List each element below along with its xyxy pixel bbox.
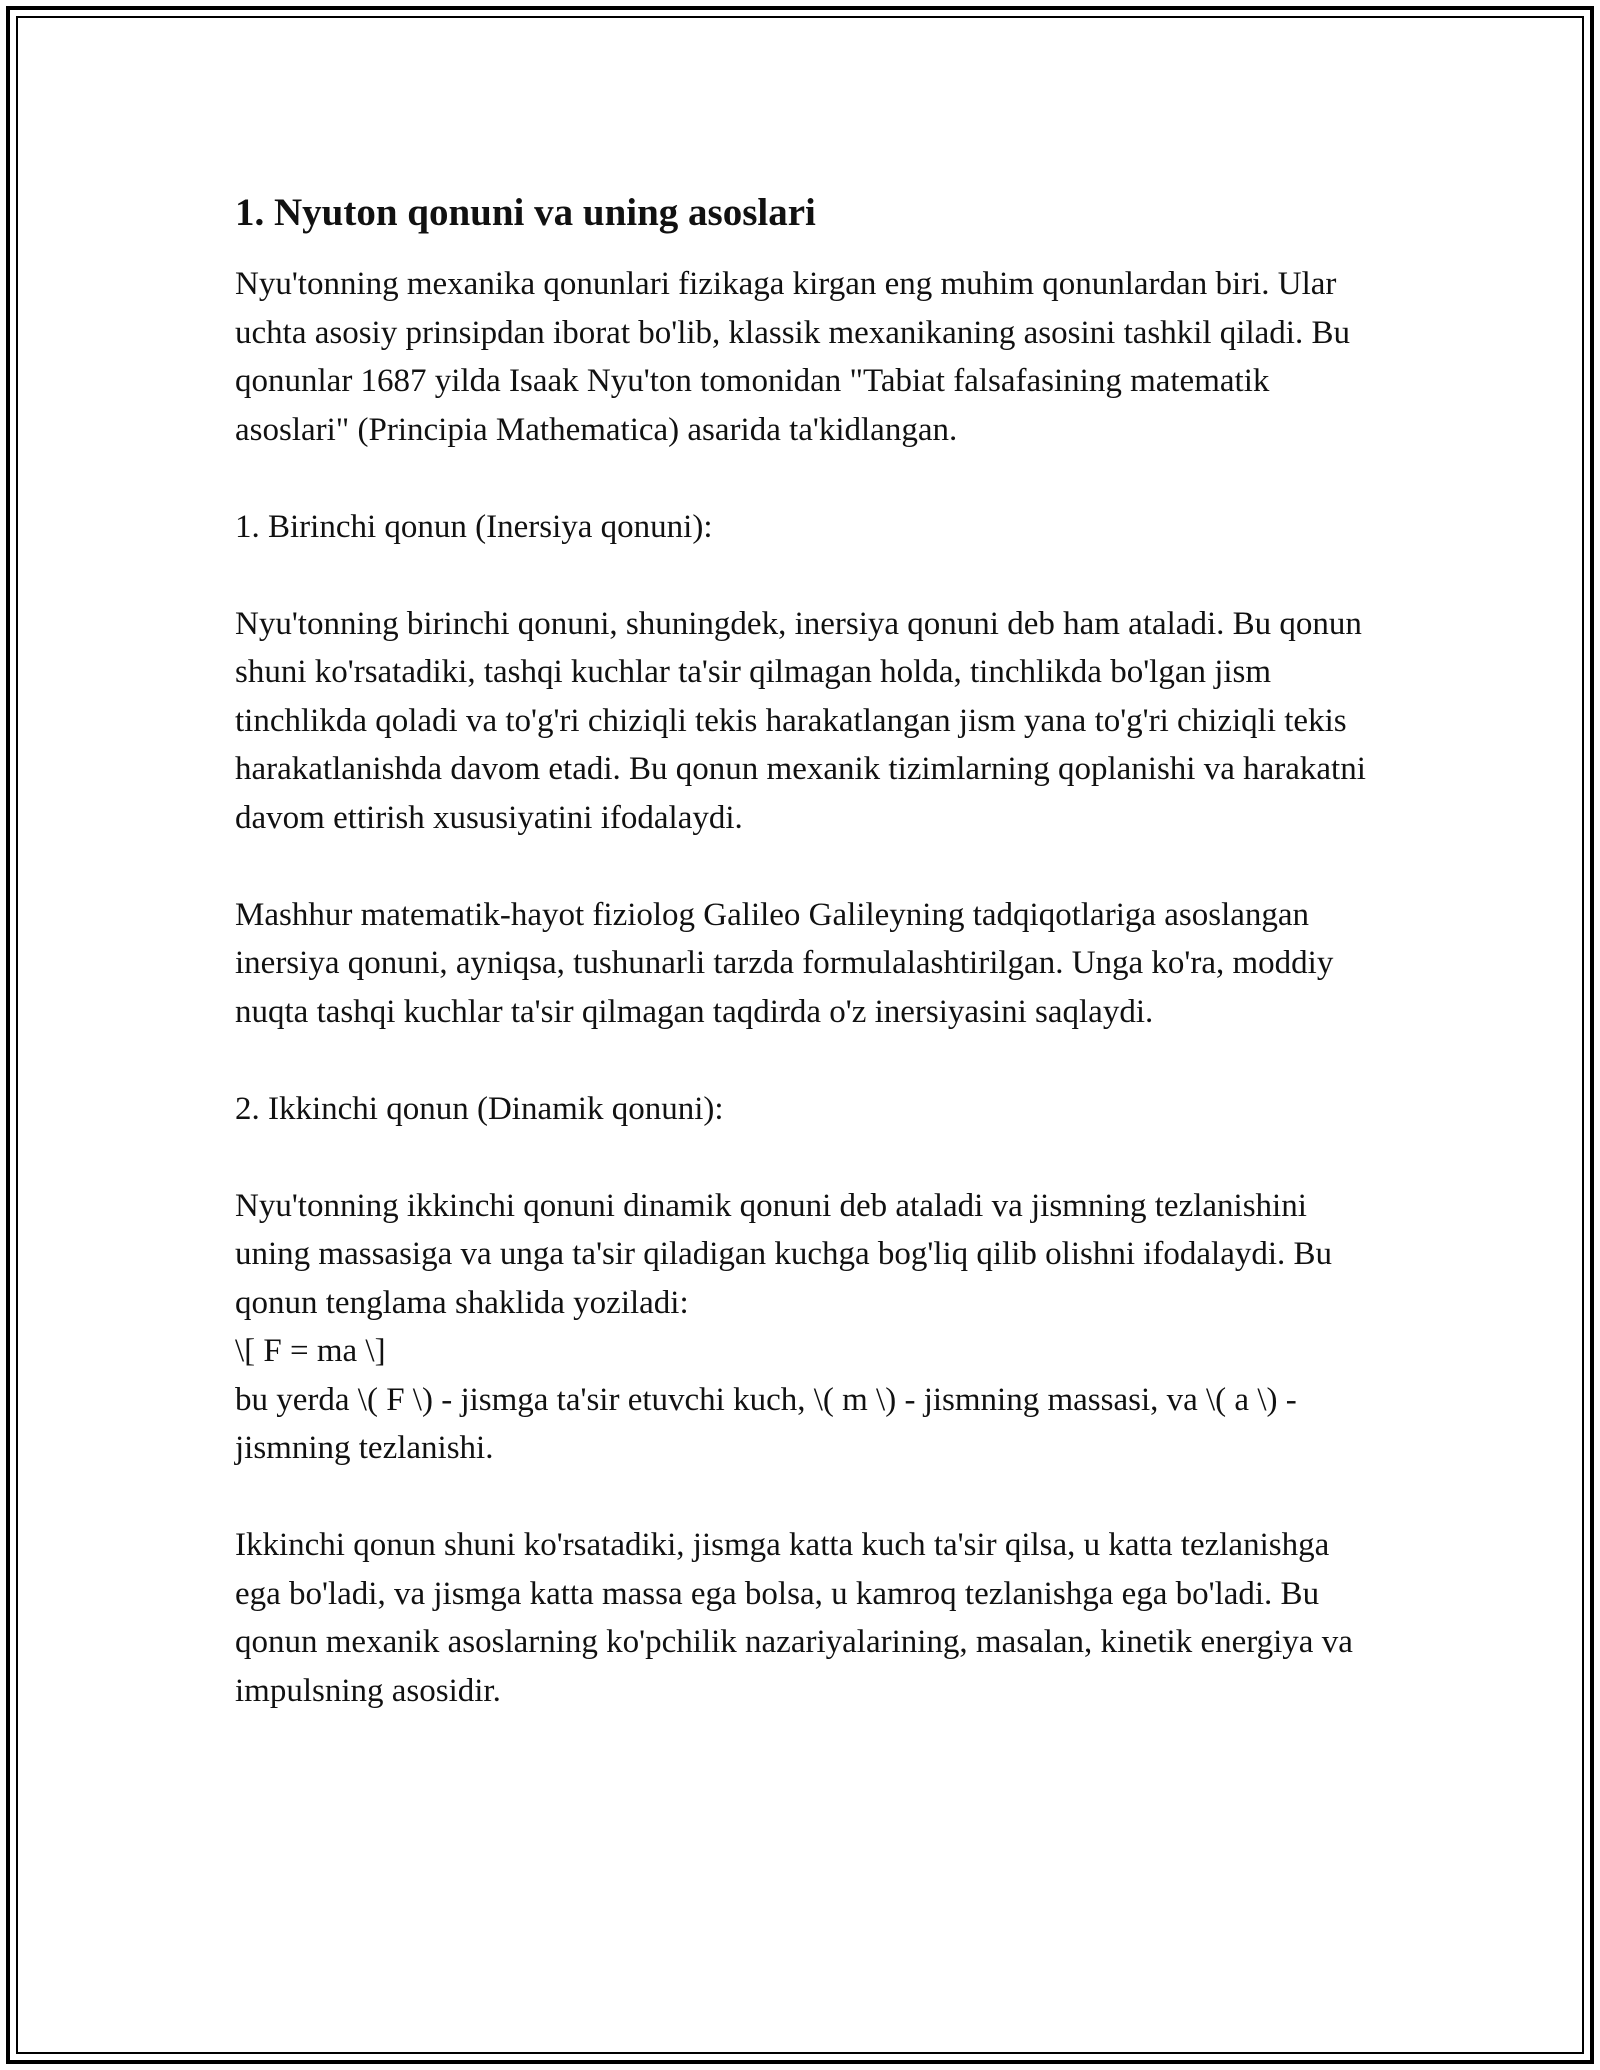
paragraph-first-law: Nyu'tonning birinchi qonuni, shuningdek, inersiya qonuni deb ham ataladi. Bu qonun shuni ko'rsatadiki, tashqi kuchlar ta'sir qilmagan holda, tinchlikda bo'lgan jism tinchlikda qoladi va to'g'ri chiziqli tekis harakatlangan jism yana to'g'ri chiziqli tekis harakatlanishda davom etadi. Bu qonun mexanik tizimlarning qoplanishi va harakatni davom ettirish xususiyatini ifodalaydi. — [235, 605, 1366, 836]
section-heading-first-law: 1. Birinchi qonun (Inersiya qonuni): — [235, 508, 713, 545]
paragraph-second-law-explanation: Ikkinchi qonun shuni ko'rsatadiki, jismga katta kuch ta'sir qilsa, u katta tezlanishga ega bo'ladi, va jismga katta massa ega bolsa, u kamroq tezlanishga ega bo'ladi. Bu qonun mexanik asoslarning ko'pchilik nazariyalarining, masalan, kinetik energiya va impulsning asosidir. — [235, 1527, 1353, 1709]
document-body — [235, 188, 1370, 1764]
document-title: 1. Nyuton qonuni va uning asoslari — [235, 191, 816, 234]
paragraph-second-law-formula: Nyu'tonning ikkinchi qonuni dinamik qonuni deb ataladi va jismning tezlanishini uning massasiga va unga ta'sir qiladigan kuchga bog'liq qilib olishni ifodalaydi. Bu qonun tenglama shaklida yoziladi: \[ F = ma \] bu yerda \( F \) - jismga ta'sir etuvchi kuch, \( m \) - jismning massasi, va \( a \) - jismning tezlanishi. — [235, 1187, 1333, 1466]
paragraph-intro: Nyu'tonning mexanika qonunlari fizikaga kirgan eng muhim qonunlardan biri. Ular uchta asosiy prinsipdan iborat bo'lib, klassik mexanikaning asosini tashkil qiladi. Bu qonunlar 1687 yilda Isaak Nyu'ton tomonidan "Tabiat falsafasining matematik asoslari" (Principia Mathematica) asarida ta'kidlangan. — [235, 266, 1350, 448]
paragraph-galileo: Mashhur matematik-hayot fiziolog Galileo Galileyning tadqiqotlariga asoslangan inersiya qonuni, ayniqsa, tushunarli tarzda formulalashtirilgan. Unga ko'ra, moddiy nuqta tashqi kuchlar ta'sir qilmagan taqdirda o'z inersiyasini saqlaydi. — [235, 896, 1334, 1030]
section-heading-second-law: 2. Ikkinchi qonun (Dinamik qonuni): — [235, 1090, 724, 1127]
